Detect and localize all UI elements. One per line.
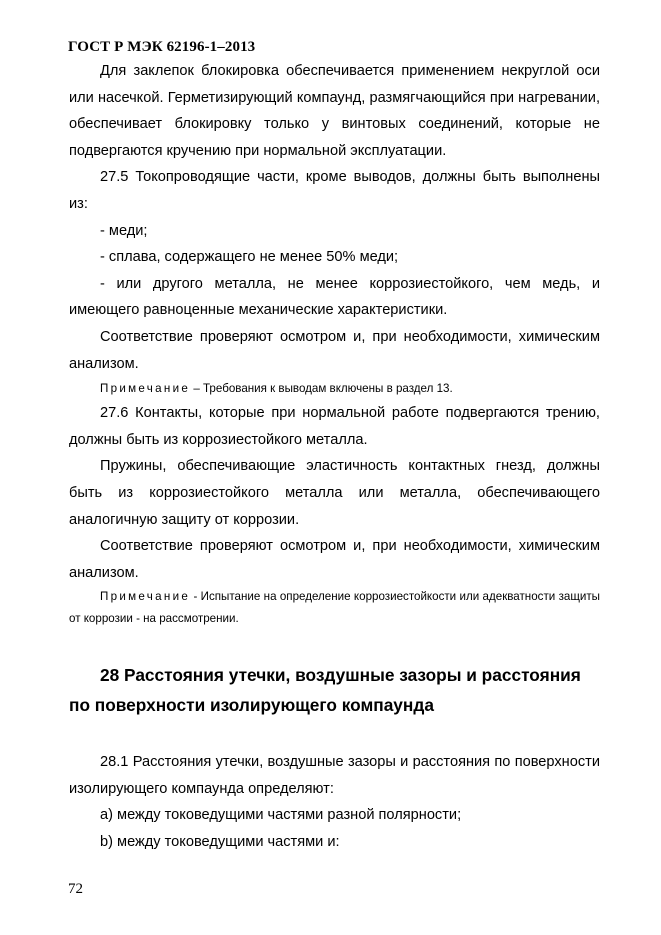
section-heading-line-2: по поверхности изолирующего компаунда xyxy=(69,695,434,715)
section-heading-28 xyxy=(69,660,600,720)
body-text-upper xyxy=(69,58,600,630)
note-terminals xyxy=(69,377,600,400)
paragraph-compliance-1: Соответствие проверяют осмотром и, при необходимости, химическим анализом. xyxy=(69,328,600,372)
page-number: 72 xyxy=(68,881,83,897)
document-header: ГОСТ Р МЭК 62196-1–2013 xyxy=(68,39,256,55)
note-text: - Испытание на определение коррозиестойкости или адекватности защиты от коррозии - на рассмотрении. xyxy=(69,590,600,626)
body-text-lower xyxy=(69,749,600,855)
list-item-copper: - меди; xyxy=(100,222,148,239)
note-label: Примечание xyxy=(100,382,191,396)
list-item-alloy: - сплава, содержащего не менее 50% меди; xyxy=(100,249,399,266)
paragraph-springs: Пружины, обеспечивающие эластичность контактных гнезд, должны быть из коррозиестойкого металла или металла, обеспечивающего аналогичную защиту от коррозии. xyxy=(69,458,600,528)
note-corrosion-test xyxy=(69,586,600,630)
paragraph-28-1: 28.1 Расстояния утечки, воздушные зазоры и расстояния по поверхности изолирующего компаунда определяют: xyxy=(69,754,600,797)
list-item-other-metal: - или другого металла, не менее коррозиестойкого, чем медь, и имеющего равноценные механические характеристики. xyxy=(69,275,600,319)
note-text: – Требования к выводам включены в раздел 13. xyxy=(190,382,453,396)
section-heading-line-1: 28 Расстояния утечки, воздушные зазоры и расстояния xyxy=(100,665,581,685)
paragraph-27-6: 27.6 Контакты, которые при нормальной работе подвергаются трению, должны быть из коррозиестойкого металла. xyxy=(69,405,600,448)
paragraph-27-5: 27.5 Токопроводящие части, кроме выводов, должны быть выполнены из: xyxy=(69,169,600,212)
paragraph-compliance-2: Соответствие проверяют осмотром и, при необходимости, химическим анализом. xyxy=(69,538,600,581)
note-label: Примечание xyxy=(100,590,191,604)
list-item-a: a) между токоведущими частями разной полярности; xyxy=(100,807,462,824)
list-item-b: b) между токоведущими частями и: xyxy=(100,833,340,850)
paragraph-rivet-locking: Для заклепок блокировка обеспечивается применением некруглой оси или насечкой. Герметизирующий компаунд, размягчающийся при нагревании, обеспечивает блокировку только у винтовых соединений, которые не подвергаются кручению при нормальной эксплуатации. xyxy=(69,63,600,159)
